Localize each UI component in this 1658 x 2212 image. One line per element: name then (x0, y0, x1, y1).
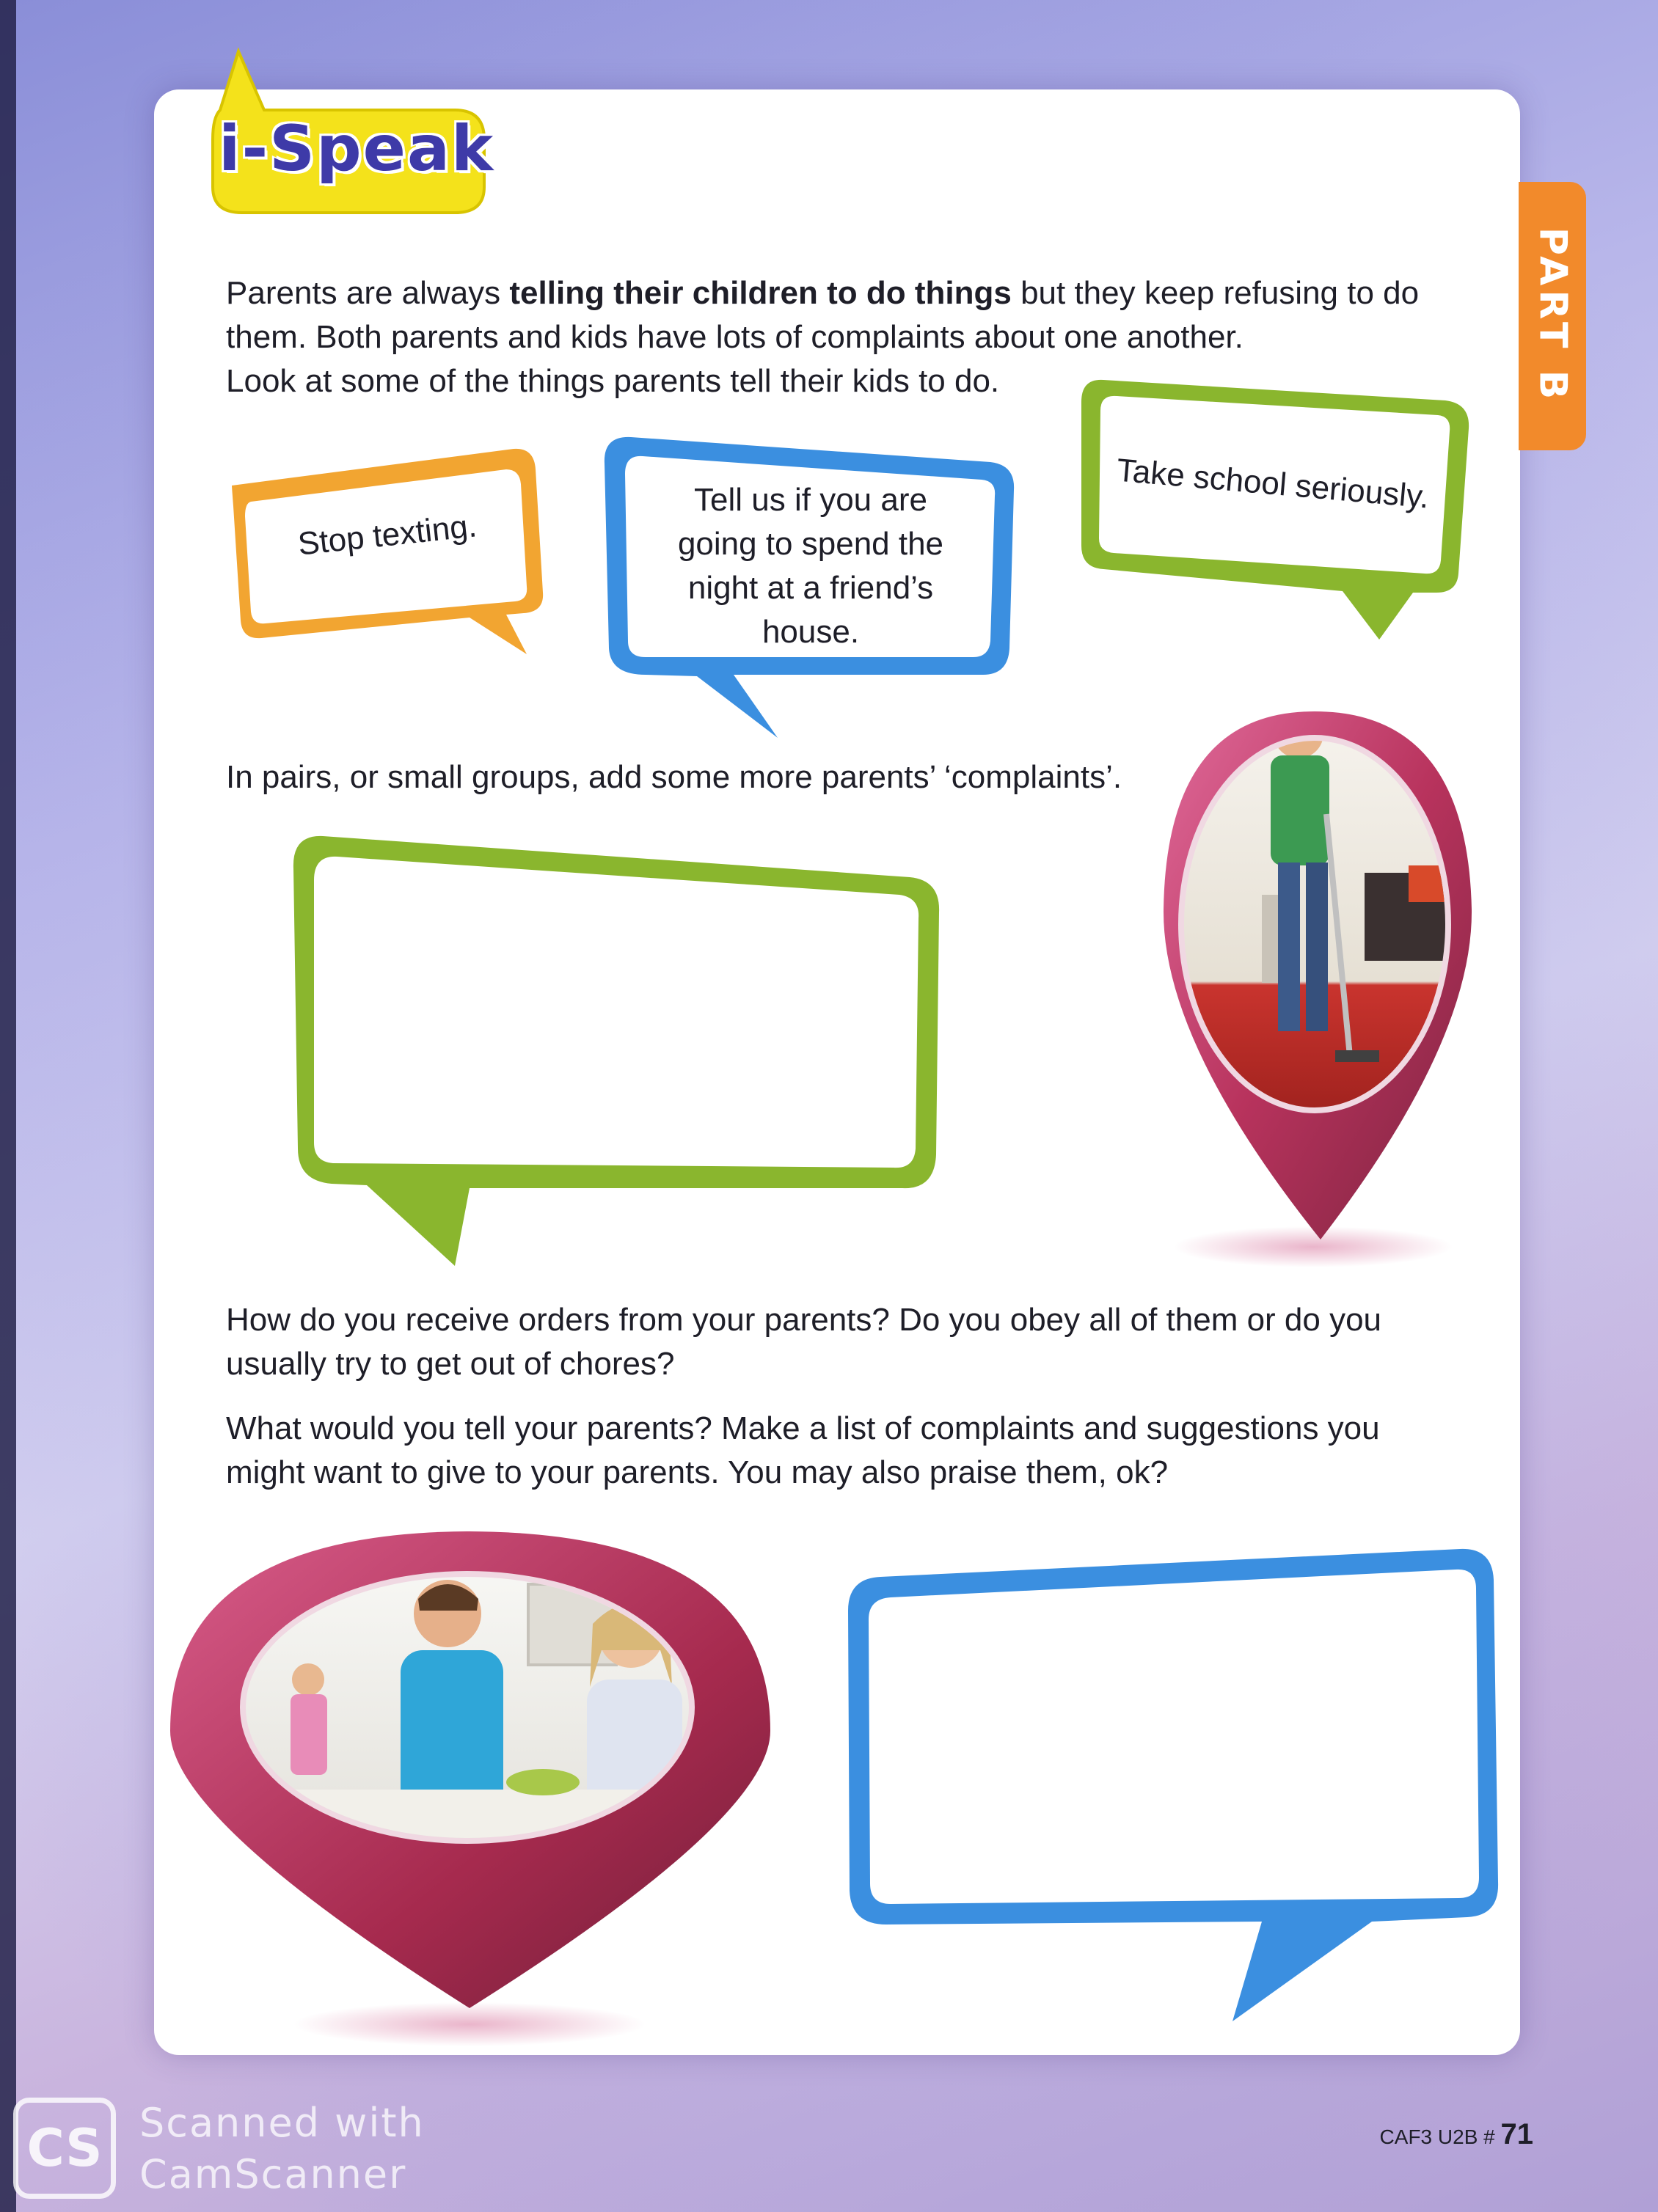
pin-photo-kitchen (170, 1531, 770, 2046)
intro-line-1-a: Parents are always (226, 275, 510, 311)
intro-line-1 (226, 271, 1419, 315)
blue-bubble-text (631, 478, 990, 654)
part-tab-label: PART B (1530, 227, 1574, 404)
scanner-watermark (139, 2098, 425, 2200)
intro-line-1-bold: telling their children to do things (509, 275, 1012, 311)
pairs-instruction: In pairs, or small groups, add some more parents’ ‘complaints’. (226, 759, 1122, 795)
intro-line-2: them. Both parents and kids have lots of complaints about one another. (226, 319, 1244, 355)
intro-line-3: Look at some of the things parents tell their kids to do. (226, 363, 1000, 399)
blue-bubble-line-3: night at a friend’s (687, 570, 934, 606)
part-tab-label-wrap (1520, 183, 1585, 447)
large-green-answer-bubble (293, 836, 939, 1266)
page-code: CAF3 U2B # (1379, 2125, 1501, 2148)
orange-bubble-text: Stop texting. (296, 508, 479, 563)
question-1-line-2: usually try to get out of chores? (226, 1346, 675, 1382)
question-2-line-2: might want to give to your parents. You may also praise them, ok? (226, 1454, 1169, 1490)
large-blue-answer-bubble (848, 1549, 1498, 2021)
question-2-line-1: What would you tell your parents? Make a list of complaints and suggestions you (226, 1410, 1380, 1446)
scanner-watermark-line-1: Scanned with (139, 2100, 425, 2146)
blue-bubble-line-2: going to spend the (677, 526, 944, 562)
pin-photo-vacuuming (1164, 708, 1472, 1267)
blue-bubble-line-1: Tell us if you are (694, 482, 927, 518)
page-number-value: 71 (1500, 2118, 1533, 2150)
green-bubble-text: Take school seriously. (1115, 452, 1431, 516)
blue-bubble-line-4: house. (762, 614, 860, 650)
intro-line-1-b: but they keep refusing to do (1011, 275, 1420, 311)
camscanner-logo: CS (13, 2098, 116, 2199)
i-speak-logo: i-Speak (219, 112, 495, 186)
page-number (1380, 2118, 1533, 2151)
scanner-watermark-line-2: CamScanner (139, 2151, 407, 2197)
question-1-line-1: How do you receive orders from your parents? Do you obey all of them or do you (226, 1302, 1382, 1338)
